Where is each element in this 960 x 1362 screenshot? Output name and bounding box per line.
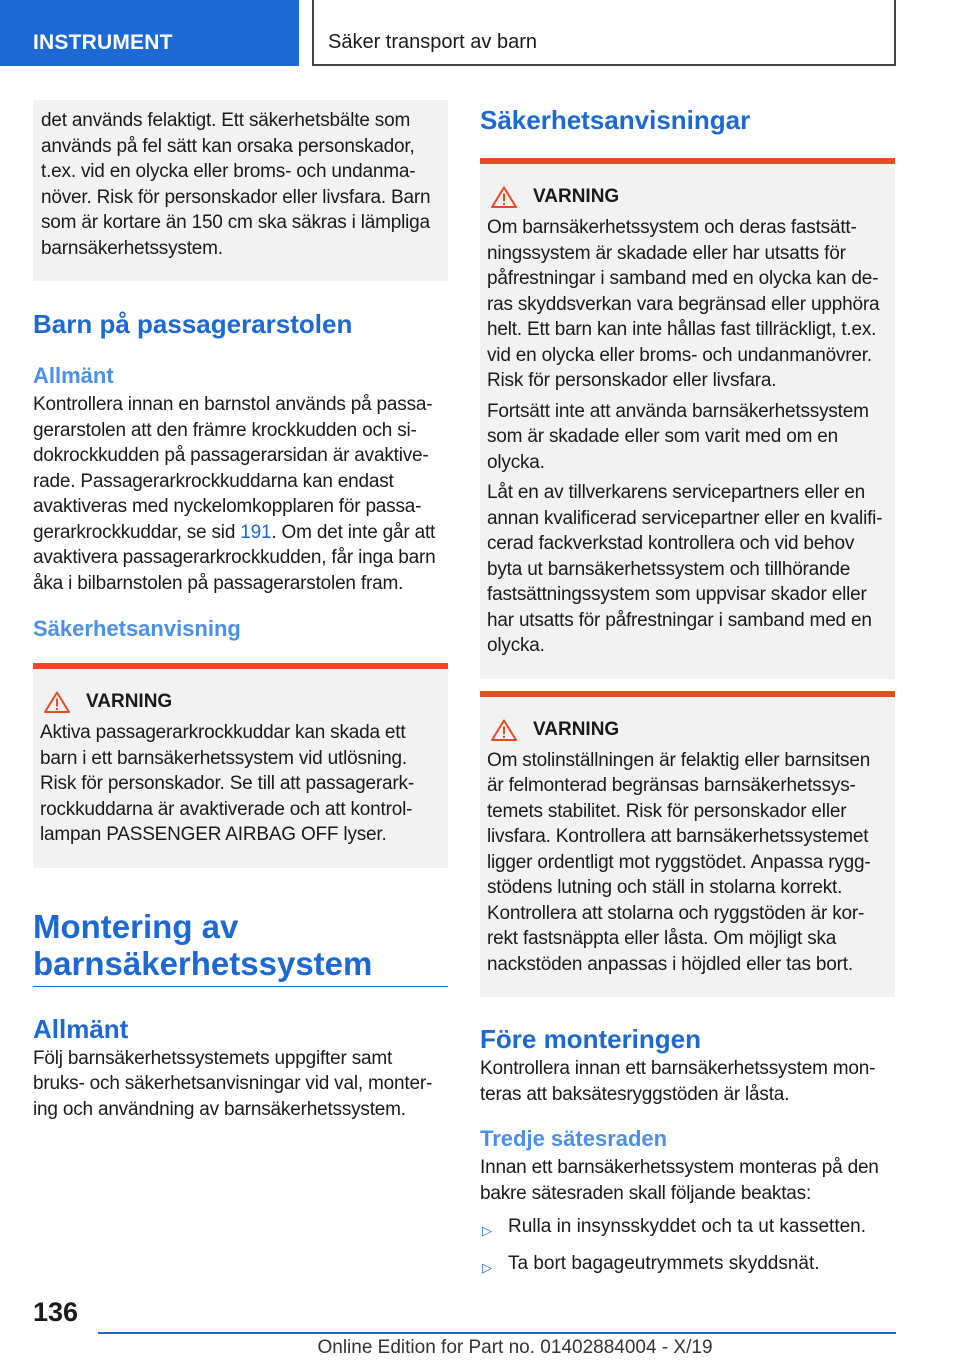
warning-header-1 bbox=[491, 186, 887, 208]
warning-box bbox=[33, 663, 448, 868]
intro-text: det används felaktigt. Ett säkerhetsbälte som används på fel sätt kan orsaka personskador, t.ex. vid en olycka eller broms- och undanmanöver. Risk för personskador eller livsfara. Barn som är kortare än 150 cm ska säkras i lämpliga barnsäkerhetssystem. bbox=[41, 110, 431, 259]
warning-label-1: VARNING bbox=[533, 186, 620, 207]
footer-rule bbox=[98, 1332, 896, 1334]
allmant-heading: Allmänt bbox=[33, 363, 114, 388]
allmant-text-part1: Kontrollera innan en barnstol används på passagerarstolen att den främre krockkudden och sidokrockkudden på passagerarsidan är avaktiverade. Passagerarkrockkuddarna kan endast avaktiveras med nyckelomkopplaren för passagerarkrockkuddar, se sid bbox=[33, 394, 433, 543]
montering-heading: Montering av barnsäkerhetssystem bbox=[33, 907, 373, 982]
list-item bbox=[480, 1251, 895, 1280]
warning-triangle-icon bbox=[44, 691, 70, 713]
page-link[interactable]: 191 bbox=[240, 521, 272, 543]
list-item bbox=[480, 1214, 895, 1243]
montering-allmant-text: Följ barnsäkerhetssystemets uppgifter samt bruks- och säkerhetsanvisningar vid val, montering och användning av barnsäkerhetssystem. bbox=[33, 1047, 433, 1120]
sakerhet-heading: Säkerhetsanvisning bbox=[33, 616, 241, 641]
warning-paragraph: Fortsätt inte att använda barnsäkerhetssystem som är skadade eller som varit med om en olycka. bbox=[487, 400, 869, 473]
warning-header-2 bbox=[491, 719, 887, 741]
tredje-text: Innan ett barnsäkerhetssystem monteras på den bakre sätesraden skall följande beaktas: bbox=[480, 1157, 879, 1204]
warning-text: Aktiva passagerarkrockkuddar kan skada ett barn i ett barnsäkerhetssystem vid utlösning. Risk för personskador. Se till att passagerarkrockkuddarna är avaktiverade och att kontrollampan PASSENGER AIRBAG OFF lyser. bbox=[40, 722, 415, 845]
section-tab[interactable]: INSTRUMENT bbox=[0, 0, 299, 66]
fore-monteringen-text: Kontrollera innan ett barnsäkerhetssystem monteras att baksätesryggstöden är låsta. bbox=[480, 1058, 876, 1105]
footer-edition: Online Edition for Part no. 01402884004 - X/19 bbox=[317, 1337, 713, 1358]
triangle-bullet-icon: ▷ bbox=[482, 1223, 492, 1238]
barn-heading: Barn på passagerarstolen bbox=[33, 309, 353, 339]
warning-triangle-icon bbox=[491, 719, 517, 741]
fore-monteringen-heading: Före monteringen bbox=[480, 1024, 702, 1054]
warning-paragraph: Om barnsäkerhetssystem och deras fastsättningssystem är skadade eller har utsatts för påfrestningar i samband med en olycka kan deras skyddsverkan vara begränsad eller upphöra helt. Ett barn kan inte hållas fast tillräckligt, t.ex. vid en olycka eller broms- och undanmanövrer. Risk för personskador eller livsfara. bbox=[487, 217, 880, 391]
warning-triangle-icon bbox=[491, 186, 517, 208]
warning-text-1 bbox=[487, 215, 887, 659]
warning-box-1 bbox=[480, 158, 895, 679]
allmant-text bbox=[33, 392, 448, 596]
tredje-heading: Tredje sätesraden bbox=[480, 1126, 668, 1151]
warning-paragraph: Låt en av tillverkarens servicepartners eller en annan kvalificerad servicepartner eller en kvalificerad fackverkstad kontrollera och vid behov byta ut barnsäkerhetssystem och tillhörande fastsättningssystem som uppvisar skador eller har utsatts för påfrestningar i samband med en olycka. bbox=[487, 482, 883, 656]
page-number: 136 bbox=[33, 1297, 79, 1327]
triangle-bullet-icon: ▷ bbox=[482, 1260, 492, 1275]
warning-text-2: Om stolinställningen är felaktig eller barnsitsen är felmonterad begränsas barnsäkerhetssystemets stabilitet. Risk för personskador eller livsfara. Kontrollera att barnsäkerhetssystemet ligger ordentligt mot ryggstödet. Anpassa ryggstödens lutning och ställ in stolarna korrekt. Kontrollera att stolarna och ryggstöden är korrekt fastsnäppta eller låsta. Om möjligt ska nackstöden anpassas i höjdled eller tas bort. bbox=[487, 749, 871, 975]
montering-allmant-heading: Allmänt bbox=[33, 1013, 129, 1044]
intro-box bbox=[33, 100, 448, 281]
allmant-text-part2: . Om det inte går att avaktivera passagerarkrockkudden, får inga barn åka i bilbarnstolen på passagerarstolen fram. bbox=[33, 521, 436, 594]
warning-label: VARNING bbox=[86, 691, 173, 712]
sakerhetsanvisningar-heading: Säkerhetsanvisningar bbox=[480, 105, 751, 135]
heading-rule bbox=[33, 986, 448, 987]
right-column bbox=[480, 100, 895, 1280]
list-item-text: Ta bort bagageutrymmets skyddsnät. bbox=[508, 1253, 820, 1274]
warning-header bbox=[44, 691, 440, 713]
warning-box-2 bbox=[480, 691, 895, 998]
list-item-text: Rulla in insynsskyddet och ta ut kassetten. bbox=[508, 1216, 867, 1237]
chapter-title: Säker transport av barn bbox=[312, 0, 896, 66]
left-column bbox=[33, 100, 448, 1122]
warning-label-2: VARNING bbox=[533, 718, 620, 740]
